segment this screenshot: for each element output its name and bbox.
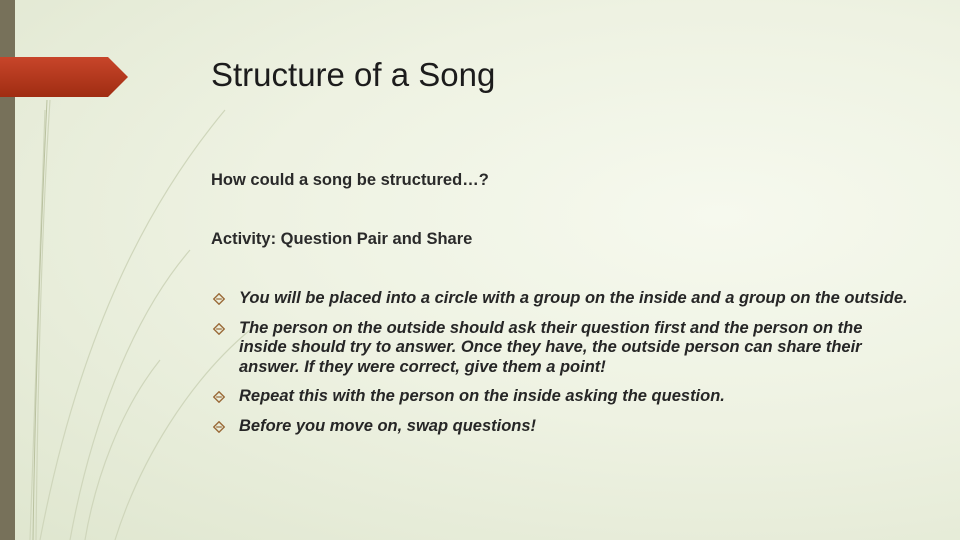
bullet-text-3: Repeat this with the person on the inside asking the question.	[239, 387, 725, 405]
question-text: How could a song be structured…?	[211, 171, 489, 189]
bullet-list	[211, 289, 911, 446]
bullet-text-4: Before you move on, swap questions!	[239, 416, 537, 435]
bullet-item-4	[211, 417, 911, 437]
title-accent-tab	[0, 57, 128, 97]
bullet-text-1: You will be placed into a circle with a group on the inside and a group on the outside.	[239, 289, 908, 307]
diamond-outline-icon	[213, 293, 225, 305]
diamond-outline-icon	[213, 421, 225, 433]
bullet-text-2: The person on the outside should ask their question first and the person on the inside should try to answer. Once they have, the outside person can share their answer. If they were correct, give them a point!	[239, 318, 863, 376]
diamond-outline-icon	[213, 323, 225, 335]
bullet-item-3	[211, 387, 911, 407]
slide-title: Structure of a Song	[211, 56, 496, 93]
bullet-item-2	[211, 319, 911, 378]
bullet-item-1	[211, 289, 911, 309]
activity-text: Activity: Question Pair and Share	[211, 230, 473, 248]
diamond-outline-icon	[213, 391, 225, 403]
